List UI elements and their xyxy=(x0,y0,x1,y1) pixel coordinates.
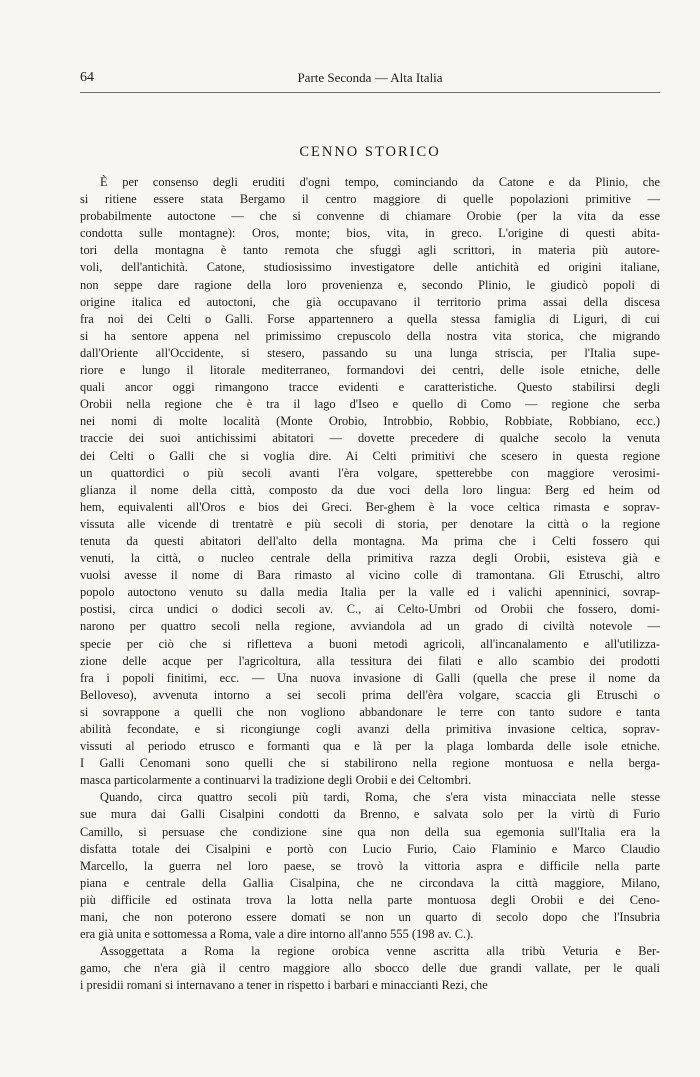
text-line: hem, equivalenti all'Oros e bios dei Greci. Ber-ghem è la voce celtica rimasta e soprav- xyxy=(80,499,660,514)
text-line: Belloveso), avvenuta intorno a sei secoli prima dell'èra volgare, scaccia gli Etruschi o xyxy=(80,687,660,702)
text-line: riore e lungo il litorale mediterraneo, formandovi dei centri, delle isole etniche, delle xyxy=(80,363,660,378)
text-line: piana e centrale della Gallia Cisalpina, che ne circondava la città maggiore, Milano, xyxy=(80,875,660,890)
running-head-title: Parte Seconda — Alta Italia xyxy=(297,70,443,85)
text-line: più difficile ed ostinata trova la lotta nella parte montuosa degli Orobii e dei Ceno- xyxy=(80,892,660,907)
page-number: 64 xyxy=(80,70,94,85)
text-line: tenuta da questi abitatori dell'alto della montagna. Ma prima che i Celti fossero qui xyxy=(80,533,660,548)
text-line: Camillo, si persuase che condizione sine qua non della sua egemonia sull'Italia era la xyxy=(80,824,660,839)
text-line: glianza il nome della città, composto da due voci della loro lingua: Berg ed heim od xyxy=(80,482,660,497)
text-line: Assoggettata a Roma la regione orobica venne ascritta alla tribù Veturia e Ber- xyxy=(100,944,660,959)
text-line: masca particolarmente a continuarvi la tradizione degli Orobii e dei Celtombri. xyxy=(80,773,472,788)
running-head xyxy=(80,70,660,90)
text-line: non seppe dare ragione della loro provenienza e, secondo Plinio, le giudicò popoli di xyxy=(80,277,660,292)
text-line: specie per ciò che si rifletteva a buoni metodi agricoli, all'incanalamento e all'utilizza- xyxy=(80,636,660,651)
text-line: un quattordici o più secoli avanti l'èra volgare, spetterebbe con maggiore verosimi- xyxy=(80,465,660,480)
text-line: traccie dei suoi antichissimi abitatori — dovette precedere di qualche secolo la venuta xyxy=(80,431,660,446)
text-line: si ha sentore appena nel primissimo crepuscolo della nostra vita storica, che migrando xyxy=(80,328,660,343)
text-line: fra i popoli finitimi, ecc. — Una nuova invasione di Galli (quella che prese il nome da xyxy=(80,670,660,685)
text-line: quali ancor oggi rimangono tracce evidenti e caratteristiche. Questo stabilirsi degli xyxy=(80,380,660,395)
text-line: vissuta alle vicende di trentatrè e più secoli di storia, per denotare la città o la regione xyxy=(80,516,660,531)
text-line: I Galli Cenomani sono quelli che si stabilirono nella regione montuosa e nella berga- xyxy=(80,756,660,771)
text-line: dei Celti o Galli che si voglia dire. Ai Celti primitivi che scesero in questa regione xyxy=(80,448,660,463)
text-line: È per consenso degli eruditi d'ogni tempo, cominciando da Catone e da Plinio, che xyxy=(100,175,660,189)
text-line: postisi, circa undici o dodici secoli av. C., ai Celto-Umbri od Orobii che fossero, domi- xyxy=(80,602,660,617)
text-line: nei nomi di molte località (Monte Orobio, Introbbio, Robbio, Robbiate, Robbiano, ecc.) xyxy=(80,414,660,429)
text-line: vuolsi avesse il nome di Bara rimasto al vicino colle di tramontana. Gli Etruschi, altro xyxy=(80,568,660,583)
text-line: popolo autoctono venuto su dalla media Italia per la valle ed i valichi apenninici, sovrap- xyxy=(80,585,660,600)
text-line: sue mura dai Galli Cisalpini condotti da Brenno, e salvata solo per la virtù di Furio xyxy=(80,807,660,822)
text-line: Marcello, la guerra nel loro paese, se trovò la vittoria aspra e difficile nella parte xyxy=(80,858,660,873)
text-line: abilità fecondate, e si ricongiunge cogli avanzi della primitiva invasione celtica, soprav- xyxy=(80,722,660,736)
section-title: CENNO STORICO xyxy=(299,144,441,160)
text-line: mani, che non poterono essere domati se non un quarto di secolo dopo che l'Insubria xyxy=(80,910,660,925)
text-line: condotta sulle montagne): Oros, monte; bios, vita, in greco. L'origine di questi abita- xyxy=(80,226,660,241)
text-line: era già unita e sottomessa a Roma, vale a dire intorno all'anno 555 (198 av. C.). xyxy=(80,927,474,942)
text-line: dall'Oriente all'Occidente, si stesero, passando su una lunga striscia, per l'Italia supe- xyxy=(80,345,660,360)
text-line: si sovrappone a quelli che non vogliono abbandonare le terre con tanto sudore e tanta xyxy=(80,704,660,719)
text-line: narono per quattro secoli nella regione, avviandola ad un grado di civiltà notevole — xyxy=(80,619,660,634)
text-line: si ritiene essere stata Bergamo il centro maggiore di quelle popolazioni primitive — xyxy=(80,192,660,207)
text-line: fra noi dei Celti o Galli. Forse appartennero a quella stessa famiglia di Liguri, di cui xyxy=(80,311,660,326)
header-rule xyxy=(80,92,660,93)
text-line: voli, dell'antichità. Catone, studiosissimo investigatore delle antichità ed origini italiane, xyxy=(80,260,660,275)
text-line: i presidii romani si internavano a tener in rispetto i barbari e minaccianti Rezi, che xyxy=(80,978,488,993)
text-line: zione delle acque per l'agricoltura, alla tessitura dei filati e allo scambio dei prodotti xyxy=(80,653,660,668)
text-line: tori della montagna è tanto remota che sfuggì agli scrittori, in materia più autore- xyxy=(80,243,660,258)
text-line: Quando, circa quattro secoli più tardi, Roma, che s'era vista minacciata nelle stesse xyxy=(100,790,660,805)
text-line: probabilmente autoctone — che si convenne di chiamare Orobie (per la vita da esse xyxy=(80,209,660,224)
text-line: vissuti al periodo etrusco e formanti qua e là per la plaga lombarda delle isole etniche. xyxy=(80,739,660,754)
text-line: Orobii nella regione che è tra il lago d'Iseo e quello di Como — regione che serba xyxy=(80,397,660,412)
text-line: venuti, la città, o nucleo centrale della primitiva razza degli Orobii, esisteva già e xyxy=(80,551,660,566)
body-text xyxy=(80,174,660,995)
text-line: gamo, che n'era già il centro maggiore allo sbocco delle due grandi vallate, per le quali xyxy=(80,961,660,976)
text-line: origine italica ed autoctoni, che già occupavano il territorio prima assai della discesa xyxy=(80,294,660,309)
text-line: disfatta totale dei Cisalpini e portò con Lucio Furio, Caio Flaminio e Marco Claudio xyxy=(80,841,660,856)
